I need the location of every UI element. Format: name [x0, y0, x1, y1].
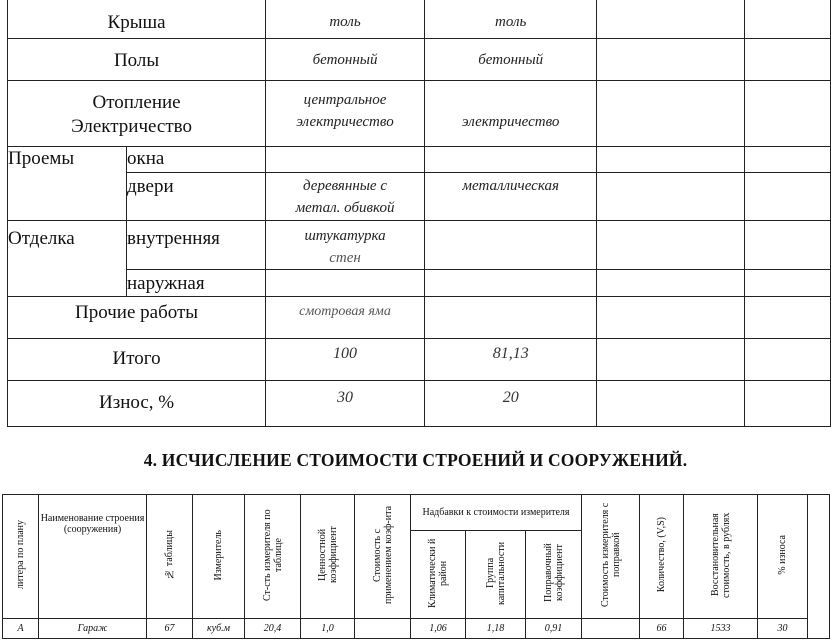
header-correction: Поправочный коэффициент	[526, 531, 582, 619]
heating-value-1-line-1: центральное	[303, 92, 387, 108]
heating-label-line-1: Отопление	[92, 92, 181, 113]
empty-cell	[424, 297, 597, 339]
empty-cell	[424, 221, 597, 270]
header-restoration: Восстановительная стоимость, в рублях	[684, 495, 758, 619]
empty-cell	[744, 339, 830, 381]
roof-label: Крыша	[8, 0, 266, 39]
heating-value-2: электричество	[424, 81, 597, 147]
row-inner-finish	[8, 221, 831, 270]
inner-finish-label: внутренняя	[127, 221, 266, 270]
empty-cell	[744, 81, 830, 147]
heating-value-1-line-2: электричество	[296, 114, 394, 130]
row-roof	[8, 0, 831, 39]
row-windows	[8, 147, 831, 173]
finish-label: Отделка	[8, 221, 127, 297]
cell-value-coef: 1,0	[301, 619, 355, 639]
cell-table-no: 67	[147, 619, 193, 639]
row-heating	[8, 81, 831, 147]
empty-cell	[597, 0, 744, 39]
data-row	[3, 619, 830, 639]
wear-label: Износ, %	[8, 381, 266, 427]
cell-restoration: 1533	[684, 619, 758, 639]
empty-cell	[808, 495, 830, 639]
header-cost-corrected: Стоимость измерителя с поправкой	[582, 495, 640, 619]
empty-cell	[744, 147, 830, 173]
empty-cell	[266, 270, 425, 297]
total-label: Итого	[8, 339, 266, 381]
cell-name: Гараж	[39, 619, 147, 639]
header-climate: Климатически й район	[411, 531, 466, 619]
heating-label	[8, 81, 266, 147]
outer-finish-label: наружная	[127, 270, 266, 297]
empty-cell	[424, 270, 597, 297]
cost-calculation-table	[2, 494, 830, 639]
cell-litera: А	[3, 619, 39, 639]
doors-value-2: металлическая	[424, 173, 597, 221]
row-wear	[8, 381, 831, 427]
cell-meter: куб.м	[193, 619, 245, 639]
cell-capital-group: 1,18	[466, 619, 526, 639]
inner-finish-value	[266, 221, 425, 270]
floors-value-1: бетонный	[266, 39, 425, 81]
roof-value-2: толь	[424, 0, 597, 39]
windows-label: окна	[127, 147, 266, 173]
header-meter: Измеритель	[193, 495, 245, 619]
row-floors	[8, 39, 831, 81]
empty-cell	[424, 147, 597, 173]
header-wear: % износа	[758, 495, 808, 619]
empty-cell	[744, 221, 830, 270]
floors-value-2: бетонный	[424, 39, 597, 81]
total-value-2: 81,13	[424, 339, 597, 381]
heating-label-line-2: Электричество	[71, 116, 193, 137]
wear-value-2: 20	[424, 381, 597, 427]
empty-cell	[597, 339, 744, 381]
cell-wear: 30	[758, 619, 808, 639]
other-works-value: смотровая яма	[266, 297, 425, 339]
empty-cell	[744, 39, 830, 81]
inner-finish-value-line-1: штукатурка	[304, 228, 386, 244]
doors-value-1-line-1: деревянные с	[303, 178, 387, 194]
header-surcharges: Надбавки к стоимости измерителя	[411, 495, 582, 531]
cell-climate: 1,06	[411, 619, 466, 639]
wear-value-1: 30	[266, 381, 425, 427]
empty-cell	[744, 297, 830, 339]
empty-cell	[597, 173, 744, 221]
row-doors	[8, 173, 831, 221]
empty-cell	[597, 297, 744, 339]
header-litera: литера по плану	[3, 495, 39, 619]
empty-cell	[597, 221, 744, 270]
empty-cell	[744, 381, 830, 427]
empty-cell	[597, 39, 744, 81]
other-works-label: Прочие работы	[8, 297, 266, 339]
cell-cost-by-table: 20,4	[245, 619, 301, 639]
construction-elements-table	[7, 0, 831, 427]
floors-label: Полы	[8, 39, 266, 81]
row-other-works	[8, 297, 831, 339]
cell-correction: 0,91	[526, 619, 582, 639]
cell-cost-corrected	[582, 619, 640, 639]
header-quantity: Количество, (V,S)	[640, 495, 684, 619]
empty-cell	[744, 270, 830, 297]
header-row-1	[3, 495, 830, 531]
header-capital-group: Группа капитальности	[466, 531, 526, 619]
empty-cell	[744, 173, 830, 221]
empty-cell	[597, 381, 744, 427]
doors-label: двери	[127, 173, 266, 221]
doors-value-1	[266, 173, 425, 221]
total-value-1: 100	[266, 339, 425, 381]
cell-quantity: 66	[640, 619, 684, 639]
header-cost-with-coef: Стоимость с применением коэф-ита	[355, 495, 411, 619]
section-title: 4. ИСЧИСЛЕНИЕ СТОИМОСТИ СТРОЕНИЙ И СООРУЖЕНИЙ.	[143, 450, 688, 470]
empty-cell	[744, 0, 830, 39]
empty-cell	[597, 270, 744, 297]
inner-finish-value-line-2: стен	[329, 250, 361, 266]
doors-value-1-line-2: метал. обивкой	[295, 200, 395, 216]
header-name: Наименование строения (сооружения)	[39, 495, 147, 619]
heating-value-1	[266, 81, 425, 147]
header-value-coef: Ценностной коэффициент	[301, 495, 355, 619]
header-table-no: № таблицы	[147, 495, 193, 619]
cell-cost-with-coef	[355, 619, 411, 639]
header-cost-by-table: Ст-сть измерителя по таблице	[245, 495, 301, 619]
openings-label: Проемы	[8, 147, 127, 221]
row-outer-finish	[8, 270, 831, 297]
row-total	[8, 339, 831, 381]
empty-cell	[597, 147, 744, 173]
empty-cell	[597, 81, 744, 147]
roof-value-1: толь	[266, 0, 425, 39]
empty-cell	[266, 147, 425, 173]
